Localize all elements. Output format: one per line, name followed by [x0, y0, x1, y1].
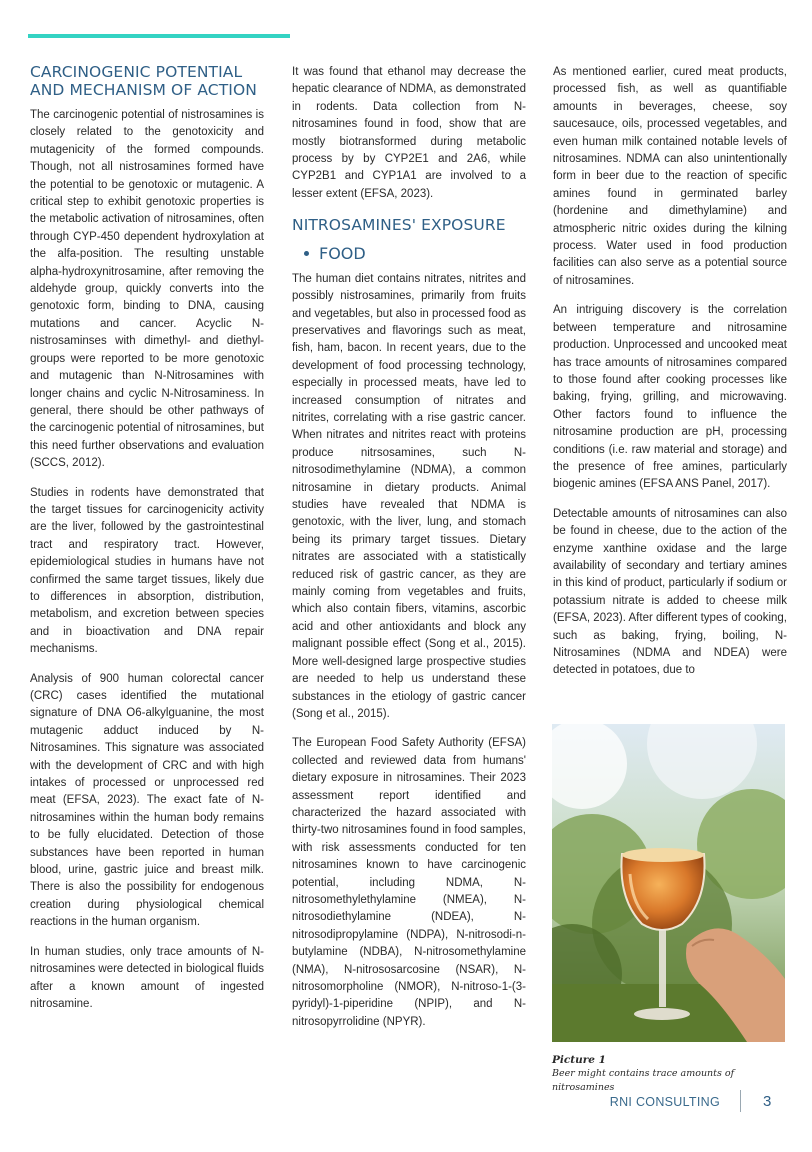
- paragraph: The European Food Safety Authority (EFSA) collected and reviewed data from humans' dietary exposure in nitrosamines. Their 2023 assessment report identified and characterized the hazard associated with thirty-two nitrosamines found in food samples, with risk assessments conducted for ten nitrosamines known to have carcinogenic potential, including NDMA, N-nitrosomethylethylamine (NMEA), N-nitrosodiethylamine (NDEA), N-nitrosodipropylamine (NDPA), N-nitrosodi-n-butylamine (NDBA), N-nitrosomethylamine (NMA), N-nitrososarcosine (NSAR), N-nitrosomorpholine (NMOR), N-nitroso-1-(3-pyridyl)-1-piperidine (NPIP), and N-nitrosopyrrolidine (NPYR).: [292, 737, 526, 1028]
- section-heading-carcinogenic: CARCINOGENIC POTENTIAL AND MECHANISM OF ACTION: [30, 63, 257, 99]
- paragraph: In human studies, only trace amounts of N-nitrosamines were detected in biological fluids after a known amount of ingested nitrosamine.: [30, 945, 264, 1010]
- beer-glass-photo: [552, 724, 785, 1042]
- footer-divider: [740, 1090, 741, 1112]
- figure-title: Picture 1: [552, 1054, 606, 1066]
- bullet-icon: [304, 251, 309, 256]
- paragraph: As mentioned earlier, cured meat products, processed fish, as well as quantifiable amounts in beverages, cheese, soy saucesauce, oils, processed vegetables, and even human milk contained notable levels of nitrosamines. NDMA can also unintentionally form in beer due to the reaction of specific amines found in germinated barley (hordenine and dimethylamine) and atmospheric nitric oxides during the kilning process. Water used in food production facilities can also serve as a potential source of nitrosamines.: [553, 66, 787, 287]
- column-right: [553, 64, 787, 692]
- paragraph: Analysis of 900 human colorectal cancer (CRC) cases identified the mutational signature of DNA O6-alkylguanine, the most mutagenic adduct induced by N-Nitrosamines. This signature was associated with the development of CRC and with high intakes of processed or unprocessed red meat (EFSA, 2023). The exact fate of N-nitrosamines within the human body remains to be fully elucidated. Detection of those substances have been reported in human blood, urine, gastric juice and breast milk. There is also the possibility for endogenous creation during physiological chemical reactions in the human organism.: [30, 672, 264, 929]
- subheading-food: [292, 245, 526, 263]
- paragraph: It was found that ethanol may decrease the hepatic clearance of NDMA, as demonstrated in rodents. Data collection from N-nitrosamines found in food, show that are mostly biotransformed during metabolic process by by CYP2E1 and 2A6, while CYP2B1 and CYP1A1 are involved to a lesser extent (EFSA, 2023).: [292, 66, 526, 200]
- footer-brand: RNI CONSULTING: [609, 1095, 720, 1109]
- column-left: [30, 64, 264, 1025]
- paragraph: Studies in rodents have demonstrated that the target tissues for carcinogenicity activity are the liver, followed by the gastrointestinal tract and respiratory tract. However, epidemiological studies in humans have not confirmed the same target tissues, likely due to differences in absorption, distribution, metabolism, and excretion between species and in bioactivation and DNA repair mechanisms.: [30, 486, 264, 656]
- subheading-label: FOOD: [319, 243, 366, 263]
- paragraph: An intriguing discovery is the correlation between temperature and nitrosamine production. Unprocessed and uncooked meat has trace amounts of nitrosamines compared to those found after cooking processes like baking, frying, grilling, and microwaving. Other factors found to influence the nitrosamine production are pH, processing conditions (i.e. raw material and storage) and the presence of free amines, particularly biogenic amines (EFSA ANS Panel, 2017).: [553, 304, 787, 491]
- paragraph: Detectable amounts of nitrosamines can also be found in cheese, due to the action of the enzyme xanthine oxidase and the large availability of secondary and tertiary amines in this kind of product, particularly if sodium or potassium nitrate is added to cheese milk (EFSA, 2023). After different types of cooking, such as baking, frying, boiling, N-Nitrosamines (NDMA and NDEA) were detected in potatoes, due to: [553, 507, 787, 677]
- accent-rule: [28, 34, 290, 38]
- figure-caption-text: Beer might contains trace amounts of nitrosamines: [552, 1068, 735, 1093]
- section-heading-exposure: NITROSAMINES' EXPOSURE: [292, 216, 506, 235]
- column-middle: [292, 64, 526, 1043]
- paragraph: The human diet contains nitrates, nitrites and possibly nistrosamines, primarily from fruits and vegetables, but also in processed food as preservatives and flavorings such as meat, fish, ham, bacon. In recent years, due to the development of food processing technology, especially in processed meats, have led to increased consumption of nitrates and nitrites, correlating with a rise gastric cancer. When nitrates and nitrites react with proteins produce nitrsosamines, such N-nitrosodimethylamine (NDMA), a common nitrosamine in dietary products. Animal studies have revealed that NDMA is genotoxic, with the liver, lung, and stomach being its primary target tissues. Dietary nitrates are associated with a statistically reduced risk of gastric cancer, as they are mainly coming from vegetables and fruits, which also contain fibers, vitamins, ascorbic acid and other antioxidants and block any malignant possible effect (Song et al., 2015). More well-designed large prospective studies are needed to help us understand these substances in the etiology of gastric cancer (Song et al., 2015).: [292, 272, 526, 720]
- page-number: 3: [763, 1093, 772, 1110]
- paragraph: The carcinogenic potential of nistrosamines is closely related to the genotoxicity and mutagenicity of the formed compounds. Though, not all nistrosamines formed have the potential to be genotoxic or mutagenic. A critical step to exhibit genotoxic properties is the metabolic activation of nitrosamines, often through CYP-450 dependent hydroxylation at the alfa-position. The resulting unstable alpha-hydroxynitrosamine, after removing the aldehyde group, quickly converts into the genotoxic form, binding to DNA, causing mutations and cancer. Acyclic N-nistrosaminses with dimethyl- and diethyl-groups were reported to be more genotoxic and mutagenic than N-Nitrosamines with longer chains and cyclic N-Nitrosaminess. In general, there should be other pathways of the carcinogenic potential of nitrosamines, but this need further observations and evaluation (SCCS, 2012).: [30, 109, 264, 470]
- figure-caption: [552, 1053, 792, 1095]
